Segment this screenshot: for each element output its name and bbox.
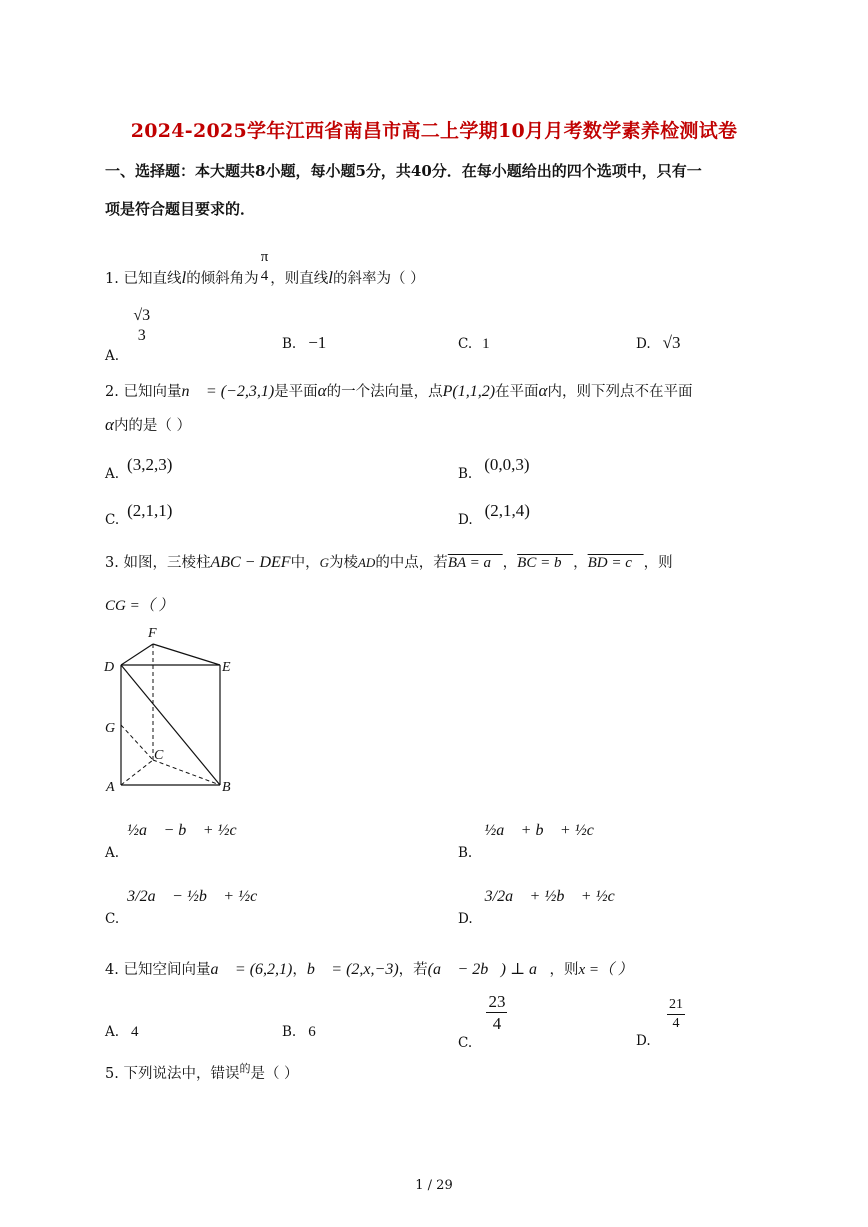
q3-mid2: 为棱	[328, 555, 358, 571]
q1-mid2: ，则直线	[270, 271, 329, 287]
q1-option-b-value: −1	[308, 333, 327, 352]
q5-text: 5. 下列说法中，错误	[105, 1066, 240, 1082]
q3-prism: ABC − DEF	[210, 554, 291, 571]
q3-option-d-value: 3/2a⃗ + ½b⃗ + ½c⃗	[484, 888, 628, 905]
q1-frac-den: 4	[260, 268, 269, 284]
q2-mid: 是平面	[274, 384, 318, 400]
question-3	[105, 551, 673, 572]
q2-alpha: α	[317, 381, 327, 400]
q4-option-c-num: 23	[488, 992, 506, 1011]
label-c: C	[154, 748, 164, 763]
q2-post: 内，则下列点不在平面	[547, 384, 693, 400]
q4-mid2: ，则	[549, 962, 579, 978]
q3-sep2: ，	[573, 555, 588, 571]
q3-option-d[interactable]	[458, 888, 628, 927]
q1-option-b[interactable]	[282, 333, 326, 353]
q3-option-a-label: A.	[105, 845, 120, 861]
q2-option-b-value: (0,0,3)	[484, 455, 530, 474]
q1-option-d-value: √3	[662, 333, 681, 352]
q1-option-c-label: C.	[458, 336, 473, 352]
q3-option-b-value: ½a⃗ + b⃗ + ½c⃗	[484, 822, 607, 839]
q3-sep1: ，	[502, 555, 518, 571]
q2-option-c-value: (2,1,1)	[127, 501, 173, 520]
q4-vector-a: a⃗ = (6,2,1)	[210, 961, 293, 978]
q4-condition: (a⃗ − 2b⃗) ⊥ a⃗	[427, 961, 550, 978]
q4-option-d-den: 4	[667, 1014, 685, 1031]
q4-mid: ，若	[398, 962, 428, 978]
q4-post: x =（ ）	[578, 962, 633, 978]
q3-mid3: 的中点，若	[375, 555, 448, 571]
q2-option-a[interactable]	[105, 455, 173, 482]
label-d: D	[104, 660, 115, 675]
section-header-line1: 一、选择题：本大题共8小题，每小题5分，共40分．在每小题给出的四个选项中，只有一	[105, 162, 702, 180]
q4-prefix: 4. 已知空间向量	[105, 962, 211, 978]
q4-vector-b: b⃗ = (2,x,−3)	[306, 961, 399, 978]
q3-option-d-label: D.	[458, 911, 473, 927]
edge-gc	[121, 725, 153, 760]
q1-prefix: 1. 已知直线	[105, 271, 182, 287]
q4-option-c-label: C.	[458, 1035, 473, 1051]
q3-option-b[interactable]	[458, 822, 607, 861]
label-a: A	[106, 780, 115, 795]
question-3-line2	[105, 594, 173, 615]
q1-post: 的斜率为（ ）	[333, 271, 425, 287]
q2-option-c-label: C.	[105, 512, 120, 528]
q3-option-c-value: 3/2a⃗ − ½b⃗ + ½c⃗	[127, 888, 270, 905]
q4-option-d-frac	[667, 998, 685, 1031]
q3-prefix: 3. 如图，三棱柱	[105, 555, 211, 571]
q1-option-a-frac	[131, 308, 152, 344]
q5-post: 是（ ）	[250, 1066, 299, 1082]
q2-prefix: 2. 已知向量	[105, 384, 182, 400]
q1-option-c-value: 1	[482, 336, 490, 352]
q2-option-b-label: B.	[458, 466, 473, 482]
q4-option-b[interactable]	[282, 1024, 316, 1041]
label-f: F	[148, 626, 157, 641]
q3-option-a-value: ½a⃗ − b⃗ + ½c⃗	[127, 822, 250, 839]
q4-sep: ，	[292, 962, 307, 978]
q4-option-a[interactable]	[105, 1024, 139, 1041]
q2-option-c[interactable]	[105, 501, 173, 528]
q1-var-l: l	[181, 268, 187, 287]
q4-option-a-value: 4	[131, 1024, 139, 1040]
edge-fe	[153, 644, 220, 665]
q3-cond-bd: BD = c⃗	[587, 555, 644, 571]
q3-option-c[interactable]	[105, 888, 270, 927]
q1-option-b-label: B.	[282, 336, 297, 352]
question-4	[105, 958, 633, 979]
q2-option-b[interactable]	[458, 455, 530, 482]
label-e: E	[222, 660, 231, 675]
edge-df	[121, 644, 153, 665]
q3-g: G	[319, 555, 329, 570]
q2-option-a-value: (3,2,3)	[127, 455, 173, 474]
q1-option-a-num: √3	[133, 307, 151, 324]
question-1	[105, 249, 425, 296]
q2-line2: 内的是（ ）	[113, 418, 192, 434]
q3-option-c-label: C.	[105, 911, 120, 927]
label-g: G	[105, 721, 116, 736]
q3-post: ，则	[643, 555, 673, 571]
q4-option-a-label: A.	[105, 1024, 120, 1040]
q1-fraction	[259, 250, 271, 284]
edge-ac	[121, 760, 153, 785]
q3-prism-figure	[100, 622, 240, 800]
q5-sup: 的	[239, 1062, 251, 1075]
q3-ad: AD	[357, 555, 376, 570]
page-title: 2024-2025学年江西省南昌市高二上学期10月月考数学素养检测试卷	[130, 120, 738, 142]
q2-option-d-label: D.	[458, 512, 473, 528]
q4-option-d[interactable]	[636, 997, 685, 1049]
q4-option-d-label: D.	[636, 1033, 651, 1049]
q2-mid3: 在平面	[495, 384, 539, 400]
q4-option-d-num: 21	[668, 997, 683, 1012]
q2-vector-n: n⃗ = (−2,3,1)	[181, 383, 275, 400]
q1-mid: 的倾斜角为	[186, 271, 259, 287]
q3-option-b-label: B.	[458, 845, 473, 861]
question-2-line2	[105, 414, 191, 435]
q2-option-d-value: (2,1,4)	[484, 501, 530, 520]
edge-db	[121, 665, 220, 785]
q2-alpha-3: α	[105, 415, 114, 434]
q1-option-d[interactable]	[636, 333, 680, 353]
q1-frac-num: π	[260, 249, 269, 265]
q3-cond-ba: BA = a⃗	[447, 555, 503, 571]
question-5	[105, 1062, 299, 1083]
q2-point-p: P(1,1,2)	[442, 383, 496, 400]
q3-option-a[interactable]	[105, 822, 250, 861]
q4-option-b-label: B.	[282, 1024, 297, 1040]
q1-option-d-label: D.	[636, 336, 651, 352]
q3-cond-bc: BC = b⃗	[517, 555, 574, 571]
label-b: B	[222, 780, 231, 795]
question-2	[105, 380, 692, 401]
q3-line2: CG =（ ）	[105, 598, 174, 614]
q1-option-c[interactable]	[458, 336, 490, 353]
section-header-line2: 项是符合题目要求的．	[105, 200, 256, 218]
q2-option-a-label: A.	[105, 466, 120, 482]
q1-option-a[interactable]	[105, 307, 152, 364]
q4-option-c-den: 4	[486, 1012, 507, 1032]
q2-option-d[interactable]	[458, 501, 530, 528]
q4-option-b-value: 6	[308, 1024, 316, 1040]
q4-option-c[interactable]	[458, 992, 507, 1051]
q4-option-c-frac	[486, 993, 507, 1032]
q1-option-a-label: A.	[105, 347, 120, 364]
q2-alpha-2: α	[538, 381, 548, 400]
page-number: 1 / 29	[415, 1178, 453, 1193]
q1-option-a-den: 3	[137, 327, 146, 344]
q3-mid: 中，	[290, 555, 320, 571]
q2-mid2: 的一个法向量，点	[326, 384, 443, 400]
q1-var-l2: l	[328, 268, 333, 287]
